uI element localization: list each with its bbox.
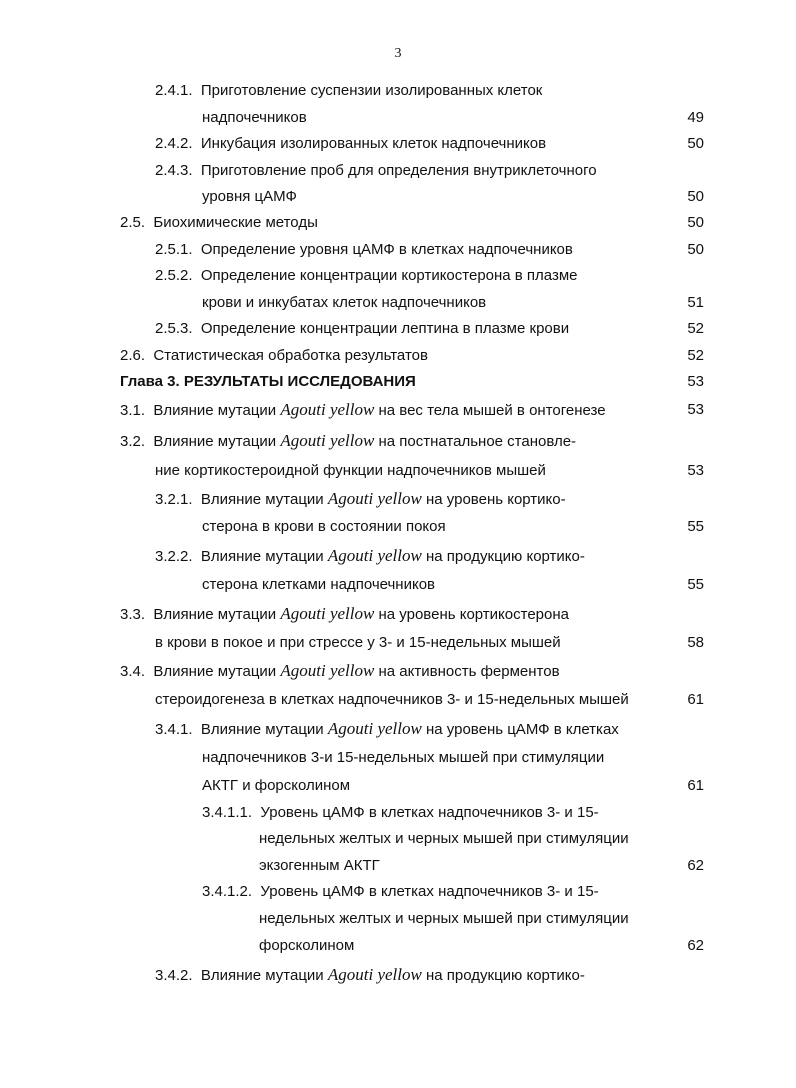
entry-title-suffix: на постнатальное становле-: [378, 433, 577, 450]
entry-title-prefix: Влияние мутации: [153, 402, 277, 419]
gene-name: Agouti yellow: [280, 400, 375, 419]
entry-page-number: 61: [687, 691, 704, 708]
entry-page-number: 55: [687, 518, 704, 535]
entry-page-number: 53: [687, 401, 704, 418]
entry-title-continuation: форсколином: [259, 937, 355, 954]
entry-title-continuation: надпочечников 3-и 15-недельных мышей при стимуляции: [202, 749, 605, 766]
toc-entry-2-4-1: [155, 81, 542, 101]
entry-page-number: 62: [687, 937, 704, 954]
toc-entry-2-5-3: [155, 319, 569, 339]
entry-page-number: 50: [687, 214, 704, 231]
entry-title-continuation: экзогенным АКТГ: [259, 857, 380, 874]
gene-name: Agouti yellow: [327, 546, 422, 565]
entry-page-number: 49: [687, 109, 704, 126]
entry-number: 2.5.3.: [155, 320, 193, 337]
gene-name: Agouti yellow: [280, 661, 375, 680]
toc-entry-3-4: [120, 661, 560, 681]
entry-title: Определение концентрации кортикостерона в плазме: [200, 267, 578, 284]
toc-entry-3-2-2: [155, 546, 585, 566]
entry-page-number: 52: [687, 320, 704, 337]
entry-title-suffix: на вес тела мышей в онтогенезе: [378, 402, 606, 419]
entry-title-continuation: недельных желтых и черных мышей при стимуляции: [259, 910, 629, 927]
toc-entry-3-2: [120, 431, 576, 451]
entry-number: 2.6.: [120, 347, 146, 364]
entry-page-number: 51: [687, 294, 704, 311]
entry-title-continuation: стероидогенеза в клетках надпочечников 3- и 15-недельных мышей: [155, 691, 629, 708]
entry-number: 3.4.1.1.: [202, 804, 253, 821]
toc-entry-2-4-2: [155, 134, 546, 154]
entry-title: Инкубация изолированных клеток надпочечников: [200, 135, 547, 152]
entry-page-number: 55: [687, 576, 704, 593]
toc-entry-2-5: [120, 213, 318, 233]
toc-entry-2-4-3: [155, 161, 597, 181]
entry-title: Определение уровня цАМФ в клетках надпочечников: [200, 241, 573, 258]
entry-page-number: 52: [687, 347, 704, 364]
entry-title-continuation: АКТГ и форсколином: [202, 777, 351, 794]
entry-page-number: 62: [687, 857, 704, 874]
toc-entry-3-4-2: [155, 965, 585, 985]
page-number: 3: [394, 46, 402, 61]
gene-name: Agouti yellow: [327, 489, 422, 508]
entry-page-number: 61: [687, 777, 704, 794]
entry-page-number: 50: [687, 135, 704, 152]
entry-number: 3.3.: [120, 606, 146, 623]
entry-page-number: 53: [687, 462, 704, 479]
toc-entry-3-4-1-1: [202, 803, 599, 823]
entry-title-suffix: на продукцию кортико-: [426, 967, 585, 984]
entry-page-number: 58: [687, 634, 704, 651]
entry-number: 3.1.: [120, 402, 146, 419]
entry-title-suffix: на уровень кортикостерона: [378, 606, 569, 623]
entry-title-prefix: Влияние мутации: [200, 721, 324, 738]
entry-number: 3.4.1.2.: [202, 883, 253, 900]
entry-number: 2.5.: [120, 214, 146, 231]
entry-title-suffix: на продукцию кортико-: [426, 548, 585, 565]
entry-title-prefix: Влияние мутации: [153, 663, 277, 680]
gene-name: Agouti yellow: [327, 719, 422, 738]
toc-entry-3-3: [120, 604, 569, 624]
entry-number: 2.5.2.: [155, 267, 193, 284]
entry-title-prefix: Влияние мутации: [200, 491, 324, 508]
entry-title: Уровень цАМФ в клетках надпочечников 3- и 15-: [260, 883, 599, 900]
toc-entry-3-4-1: [155, 719, 619, 739]
entry-title-suffix: на уровень кортико-: [426, 491, 566, 508]
entry-title-prefix: Влияние мутации: [153, 433, 277, 450]
entry-number: 3.4.2.: [155, 967, 193, 984]
entry-title-prefix: Влияние мутации: [153, 606, 277, 623]
toc-entry-2-5-2: [155, 266, 578, 286]
entry-page-number: 50: [687, 241, 704, 258]
gene-name: Agouti yellow: [327, 965, 422, 984]
entry-title-continuation: стерона клетками надпочечников: [202, 576, 436, 593]
toc-entry-3-4-1-2: [202, 882, 599, 902]
toc-entry-3-1: [120, 400, 606, 420]
entry-title-continuation: надпочечников: [202, 109, 307, 126]
entry-number: 2.4.2.: [155, 135, 193, 152]
entry-title-prefix: Влияние мутации: [200, 548, 324, 565]
entry-number: 2.4.1.: [155, 82, 193, 99]
entry-number: 3.2.: [120, 433, 146, 450]
entry-title-suffix: на активность ферментов: [378, 663, 560, 680]
entry-number: 3.4.1.: [155, 721, 193, 738]
toc-entry-2-5-1: [155, 240, 573, 260]
entry-title: Приготовление проб для определения внутриклеточного: [200, 162, 597, 179]
entry-title: Определение концентрации лептина в плазме крови: [200, 320, 570, 337]
entry-title-continuation: стерона в крови в состоянии покоя: [202, 518, 446, 535]
entry-title-suffix: на уровень цАМФ в клетках: [426, 721, 619, 738]
entry-number: 2.4.3.: [155, 162, 193, 179]
entry-title-continuation: ние кортикостероидной функции надпочечников мышей: [155, 462, 546, 479]
entry-title: Приготовление суспензии изолированных клеток: [200, 82, 543, 99]
entry-title-continuation: уровня цАМФ: [202, 188, 297, 205]
entry-number: 2.5.1.: [155, 241, 193, 258]
entry-title-continuation: крови и инкубатах клеток надпочечников: [202, 294, 487, 311]
entry-title: Биохимические методы: [153, 214, 318, 231]
entry-title-continuation: недельных желтых и черных мышей при стимуляции: [259, 830, 629, 847]
entry-number: 3.2.1.: [155, 491, 193, 508]
entry-title: Статистическая обработка результатов: [153, 347, 428, 364]
entry-title: Уровень цАМФ в клетках надпочечников 3- и 15-: [260, 804, 599, 821]
entry-page-number: 50: [687, 188, 704, 205]
toc-entry-2-6: [120, 346, 428, 366]
toc-entry-3-2-1: [155, 489, 566, 509]
entry-title-continuation: в крови в покое и при стрессе у 3- и 15-недельных мышей: [155, 634, 561, 651]
entry-number: 3.4.: [120, 663, 146, 680]
toc-chapter-3: Глава 3. РЕЗУЛЬТАТЫ ИССЛЕДОВАНИЯ: [120, 373, 416, 390]
gene-name: Agouti yellow: [280, 431, 375, 450]
entry-number: 3.2.2.: [155, 548, 193, 565]
entry-title-prefix: Влияние мутации: [200, 967, 324, 984]
gene-name: Agouti yellow: [280, 604, 375, 623]
entry-page-number: 53: [687, 373, 704, 390]
